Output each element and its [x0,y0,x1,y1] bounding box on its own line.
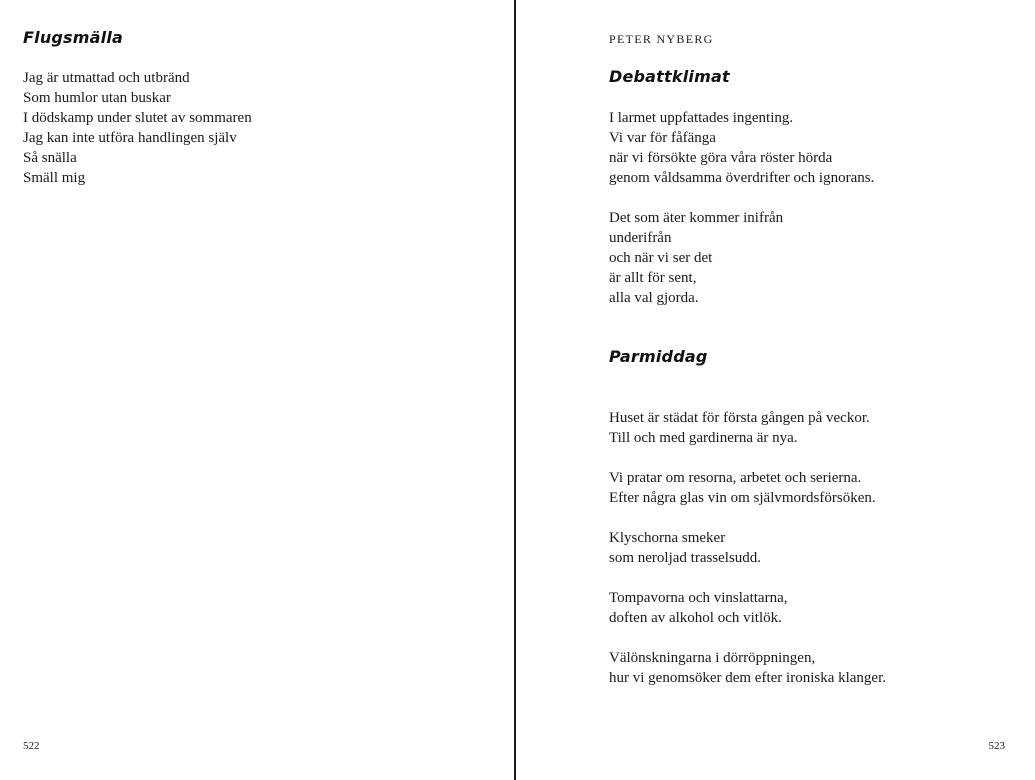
poem-line: hur vi genomsöker dem efter ironiska klanger. [609,670,887,686]
poem-line: Det som äter kommer inifrån [609,210,784,226]
poem-line: I larmet uppfattades ingenting. [609,110,794,126]
poem-stanza [609,468,876,508]
poem-line: underifrån [609,230,672,246]
right-page [516,0,1035,780]
poem-line: Vi pratar om resorna, arbetet och serierna. [609,470,862,486]
poem-title-parmiddag: Parmiddag [609,347,708,366]
poem-stanza [609,588,787,628]
poem-stanza [609,208,783,308]
poem-stanza [609,528,761,568]
poem-line: I dödskamp under slutet av sommaren [23,110,252,126]
poem-line: Jag är utmattad och utbränd [23,70,190,86]
poem-line: Välönskningarna i dörröppningen, [609,650,816,666]
poem-line: Efter några glas vin om självmordsförsöken. [609,490,876,506]
poem-line: som neroljad trasselsudd. [609,550,762,566]
poem-line: Klyschorna smeker [609,530,726,546]
poem-stanza [609,648,886,688]
poem-line: doften av alkohol och vitlök. [609,610,782,626]
poem-line: Jag kan inte utföra handlingen själv [23,130,237,146]
poem-stanza [609,408,870,448]
page-number-right: 523 [988,740,1005,752]
poem-title-debattklimat: Debattklimat [609,67,730,86]
poem-stanza-flugsmalla [23,68,252,188]
left-page [0,0,514,780]
poem-stanza [609,108,874,188]
poem-line: Tompavorna och vinslattarna, [609,590,788,606]
poem-line: är allt för sent, [609,270,697,286]
poem-line: när vi försökte göra våra röster hörda [609,150,833,166]
poem-line: genom våldsamma överdrifter och ignorans. [609,170,875,186]
poem-title-flugsmalla: Flugsmälla [23,28,124,47]
poem-line: Huset är städat för första gången på veckor. [609,410,870,426]
poem-line: Vi var för fåfänga [609,130,716,146]
poem-line: Så snälla [23,150,77,166]
poem-line: alla val gjorda. [609,290,699,306]
running-head-author: PETER NYBERG [609,32,714,46]
poem-line: Som humlor utan buskar [23,90,171,106]
poem-line: Smäll mig [23,170,86,186]
poem-line: Till och med gardinerna är nya. [609,430,798,446]
poem-line: och när vi ser det [609,250,713,266]
page-number-left: 522 [23,740,40,752]
